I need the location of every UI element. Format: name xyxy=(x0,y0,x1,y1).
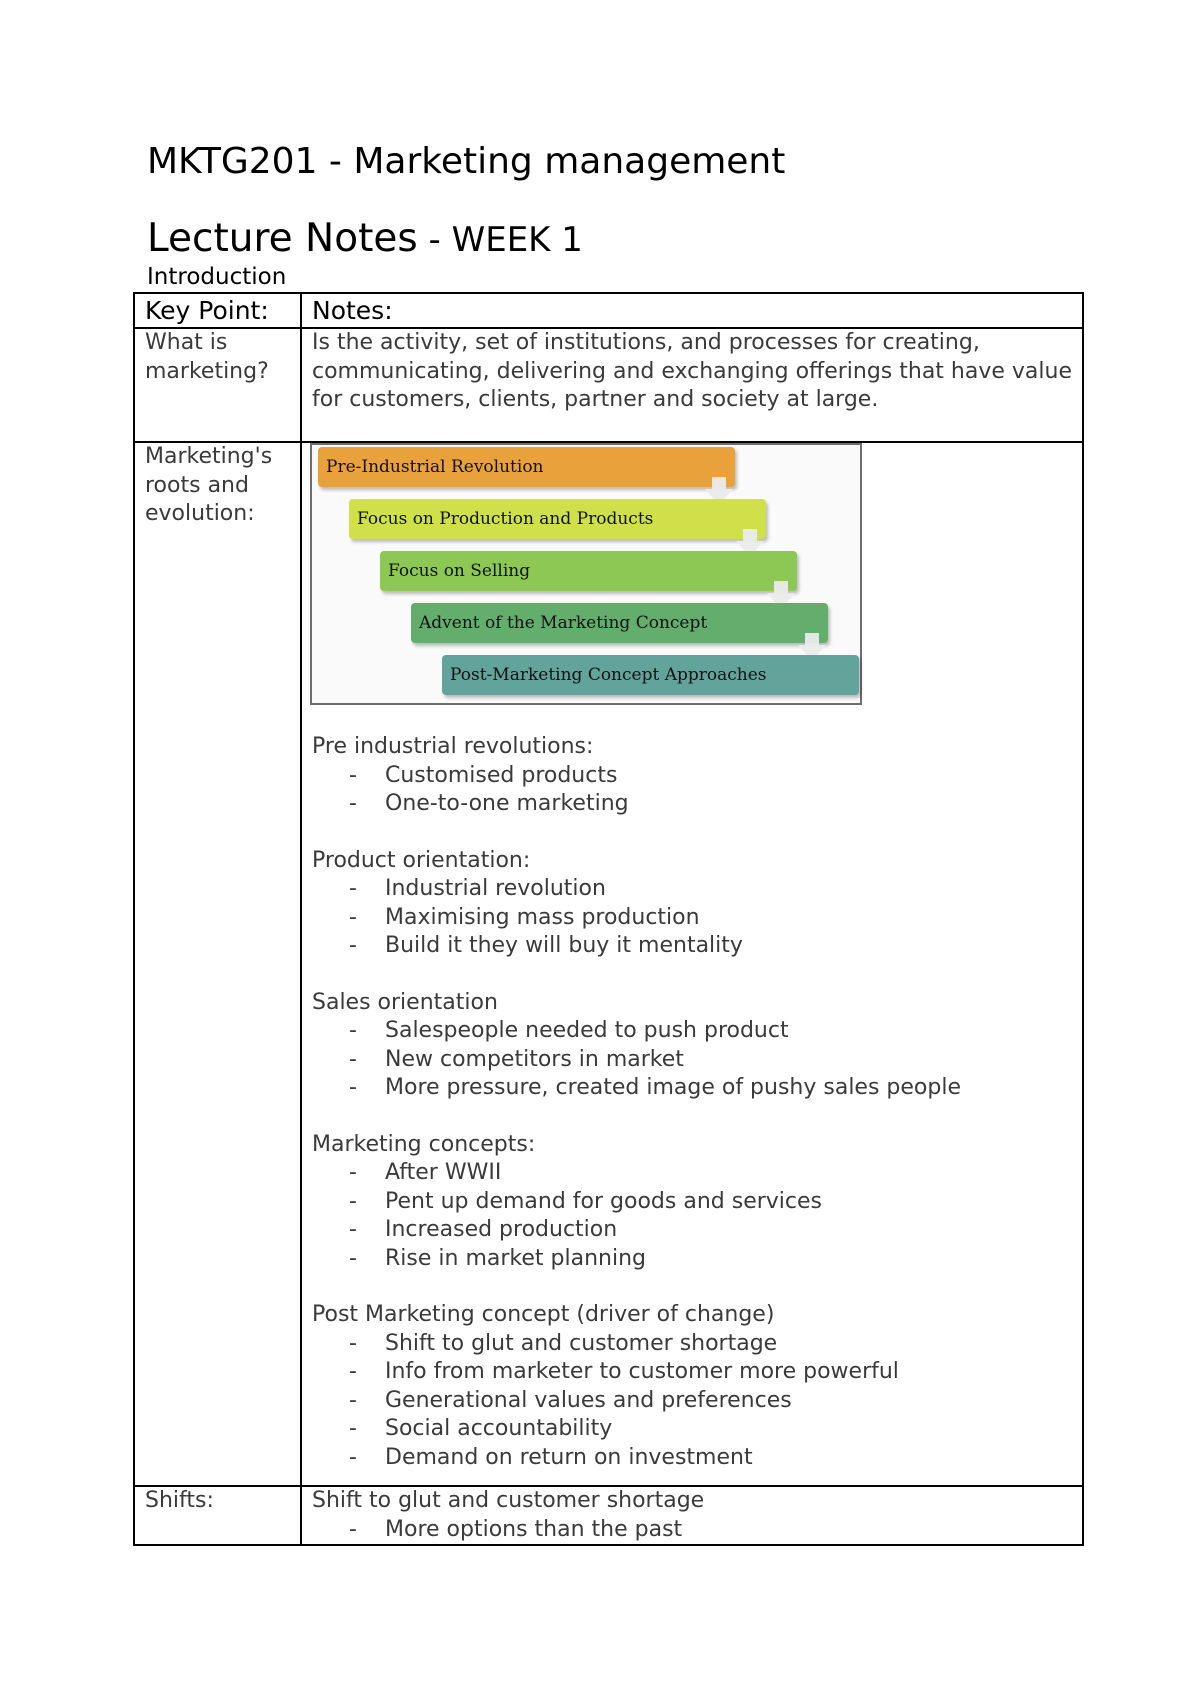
diagram-arrow-stem xyxy=(743,529,757,541)
diagram-stage: Focus on Production and Products xyxy=(349,499,766,539)
diagram-stage: Advent of the Marketing Concept xyxy=(411,603,828,643)
table-row-definition xyxy=(134,328,1083,442)
list-item xyxy=(312,1330,1072,1359)
table-row-roots xyxy=(134,442,1083,1486)
group-heading: Post Marketing concept (driver of change) xyxy=(312,1302,775,1327)
bullet-dash: - xyxy=(349,933,357,958)
notes-heading: Notes: xyxy=(301,293,1083,328)
section-heading: Introduction xyxy=(147,264,287,290)
list-item xyxy=(312,1245,1072,1274)
bullet-text: More pressure, created image of pushy sales people xyxy=(385,1075,961,1100)
diagram-stage: Focus on Selling xyxy=(380,551,797,591)
bullet-text: Maximising mass production xyxy=(385,904,700,930)
bullet-dash: - xyxy=(349,1217,357,1242)
diagram-arrow-stem xyxy=(712,477,726,489)
bullet-text: One-to-one marketing xyxy=(385,791,629,816)
bullet-text: Customised products xyxy=(385,762,618,788)
bullet-text: More options than the past xyxy=(385,1516,683,1542)
table-header-row xyxy=(134,293,1083,328)
bullet-dash: - xyxy=(349,1046,357,1072)
bullet-dash: - xyxy=(349,876,357,901)
bullet-dash: - xyxy=(349,762,357,788)
list-item xyxy=(312,1358,1072,1387)
notes-table xyxy=(133,292,1084,1546)
list-item xyxy=(312,1444,1072,1473)
list-item xyxy=(312,904,1072,933)
group-heading: Pre industrial revolutions: xyxy=(312,734,594,759)
bullet-dash: - xyxy=(349,1188,357,1214)
bullet-list xyxy=(312,1330,1072,1473)
bullet-text: Increased production xyxy=(385,1217,618,1242)
bullet-dash: - xyxy=(349,1444,357,1470)
course-title: MKTG201 - Marketing management xyxy=(147,141,786,182)
list-item xyxy=(312,762,1072,791)
key-point-cell: What is marketing? xyxy=(134,328,301,442)
note-group xyxy=(312,847,1072,961)
bullet-dash: - xyxy=(349,791,357,816)
list-item xyxy=(312,1074,1072,1103)
bullet-text: Salespeople needed to push product xyxy=(385,1018,789,1043)
lecture-title-label: Lecture Notes xyxy=(147,216,418,261)
list-item xyxy=(312,1188,1072,1217)
week-label: WEEK 1 xyxy=(451,220,583,260)
diagram-stage: Pre-Industrial Revolution xyxy=(318,447,735,487)
key-point-heading: Key Point: xyxy=(134,293,301,328)
list-item xyxy=(312,1216,1072,1245)
diagram-arrow-stem xyxy=(774,581,788,593)
bullet-text: Pent up demand for goods and services xyxy=(385,1188,822,1214)
bullet-dash: - xyxy=(349,1075,357,1100)
bullet-dash: - xyxy=(349,1245,357,1271)
bullet-dash: - xyxy=(349,904,357,930)
bullet-text: Generational values and preferences xyxy=(385,1387,792,1413)
bullet-dash: - xyxy=(349,1516,357,1542)
list-item xyxy=(312,1387,1072,1416)
note-group xyxy=(312,1131,1072,1274)
bullet-text: New competitors in market xyxy=(385,1046,684,1072)
list-item xyxy=(312,1159,1072,1188)
list-item xyxy=(312,932,1072,961)
key-point-cell: Shifts: xyxy=(134,1486,301,1545)
list-item xyxy=(312,1415,1072,1444)
diagram-stage: Post-Marketing Concept Approaches xyxy=(442,655,859,695)
notes-cell xyxy=(301,442,1083,1486)
note-group xyxy=(312,989,1072,1103)
table-row-shifts xyxy=(134,1486,1083,1545)
bullet-dash: - xyxy=(349,1160,357,1185)
list-item xyxy=(312,875,1072,904)
bullet-text: Industrial revolution xyxy=(385,876,606,901)
bullet-list xyxy=(312,1516,1072,1545)
bullet-dash: - xyxy=(349,1359,357,1384)
evolution-diagram xyxy=(310,443,862,705)
bullet-list xyxy=(312,1017,1072,1103)
bullet-dash: - xyxy=(349,1416,357,1441)
notes-cell: Is the activity, set of institutions, and processes for creating, communicating, delivering and exchanging offerings that have value for customers, clients, partner and society at large. xyxy=(301,328,1083,442)
lecture-title xyxy=(147,218,583,261)
bullet-text: Demand on return on investment xyxy=(385,1444,753,1470)
bullet-text: Shift to glut and customer shortage xyxy=(385,1330,778,1356)
list-item xyxy=(312,1046,1072,1075)
list-item xyxy=(312,1516,1072,1545)
bullet-text: Info from marketer to customer more powerful xyxy=(385,1359,899,1384)
list-item xyxy=(312,1017,1072,1046)
note-group xyxy=(312,733,1072,819)
bullet-dash: - xyxy=(349,1018,357,1043)
key-point-cell: Marketing's roots and evolution: xyxy=(134,442,301,1486)
group-heading: Sales orientation xyxy=(312,989,498,1015)
bullet-list xyxy=(312,875,1072,961)
bullet-list xyxy=(312,1159,1072,1273)
bullet-dash: - xyxy=(349,1330,357,1356)
bullet-list xyxy=(312,762,1072,819)
group-heading: Shift to glut and customer shortage xyxy=(312,1488,705,1513)
bullet-text: Social accountability xyxy=(385,1416,613,1441)
notes-cell xyxy=(301,1486,1083,1545)
note-group xyxy=(312,1301,1072,1472)
group-heading: Product orientation: xyxy=(312,847,531,873)
notes-groups xyxy=(312,733,1072,1472)
group-heading: Marketing concepts: xyxy=(312,1131,536,1157)
bullet-text: Rise in market planning xyxy=(385,1245,646,1271)
lecture-title-separator: - xyxy=(417,220,452,260)
bullet-text: Build it they will buy it mentality xyxy=(385,933,743,958)
bullet-dash: - xyxy=(349,1387,357,1413)
list-item xyxy=(312,790,1072,819)
bullet-text: After WWII xyxy=(385,1160,502,1185)
diagram-arrow-stem xyxy=(805,633,819,645)
